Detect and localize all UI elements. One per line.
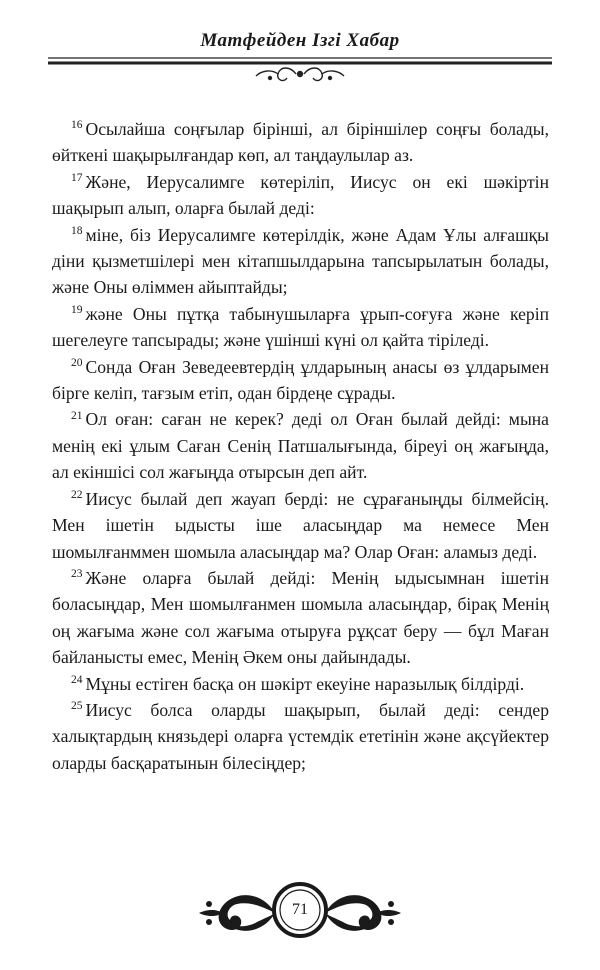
verse-16 (52, 116, 549, 169)
verse-text: Осылайша соңғылар бірінші, ал біріншілер соңғы болады, өйткені шақырылғандар көп, ал таңдаулылар аз. (52, 119, 549, 166)
verse-number: 21 (71, 409, 83, 422)
verse-text: Иисус былай деп жауап берді: не сұрағаныңды білмейсің. Мен ішетін ыдысты іше аласыңдар ма немесе Мен шомылғанммен шомыла аласыңдар ма? Олар Оған: аламыз деді. (52, 488, 549, 562)
verse-17 (52, 169, 549, 222)
verse-number: 17 (71, 171, 83, 184)
verse-number: 25 (71, 700, 83, 713)
page-number: 71 (292, 901, 308, 918)
header-flourish-icon (256, 68, 344, 81)
verse-text: Және, Иерусалимге көтеріліп, Иисус он екі шәкіртін шақырып алып, оларға былай деді: (52, 171, 549, 219)
verse-text: Иисус болса оларды шақырып, былай деді: сендер халықтардың князьдері оларға үстемдік ететінін және ақсүйектер оларды басқаратынын білесіңдер; (52, 699, 549, 773)
verse-18 (52, 222, 549, 301)
verse-text: Мұны естіген басқа он шәкірт екеуіне наразылық білдірді. (85, 673, 525, 694)
verse-24 (52, 671, 549, 697)
verse-number: 19 (71, 303, 83, 316)
verse-number: 16 (71, 119, 83, 132)
verse-21 (52, 406, 549, 485)
verse-number: 24 (71, 673, 83, 686)
verse-20 (52, 354, 549, 407)
verse-number: 18 (71, 224, 83, 237)
verse-text: міне, біз Иерусалимге көтерілдік, және Адам Ұлы алғашқы діни қызметшілері мен кітапшылдарына тапсырылатын болады, және Оны өліммен айыптайды; (52, 224, 549, 298)
verse-text: Және оларға былай дейді: Менің ыдысымнан ішетін боласыңдар, Мен шомылғанмен шомыла аласыңдар, бірақ Менің оң жағыма және сол жағыма отыруға рұқсат беру — бұл Маған байланысты емес, Менің Әкем оны дайындады. (52, 567, 549, 668)
header-ornamental-rule (48, 56, 552, 86)
verse-number: 23 (71, 568, 83, 581)
verse-number: 20 (71, 356, 83, 369)
verse-22 (52, 486, 549, 565)
verse-text: және Оны пұтқа табынушыларға ұрып-соғуға және керіп шегелеуге тапсырады; және үшінші күні ол қайта тіріледі. (52, 303, 549, 351)
verse-25 (52, 697, 549, 776)
running-header-title: Матфейден Ізгі Хабар (200, 30, 400, 51)
verse-23 (52, 565, 549, 671)
scripture-text (52, 116, 549, 776)
verse-text: Сонда Оған Зеведеевтердің ұлдарының анасы өз ұлдарымен бірге келіп, тағзым етіп, одан бірдеңе сұрады. (52, 356, 549, 404)
verse-19 (52, 301, 549, 354)
verse-text: Ол оған: саған не керек? деді ол Оған былай дейді: мына менің екі ұлым Саған Сенің Патшалығында, біреуі оң жағыңда, ал екіншісі сол жағыңда отырсын деп айт. (52, 409, 549, 483)
verse-number: 22 (71, 488, 83, 501)
